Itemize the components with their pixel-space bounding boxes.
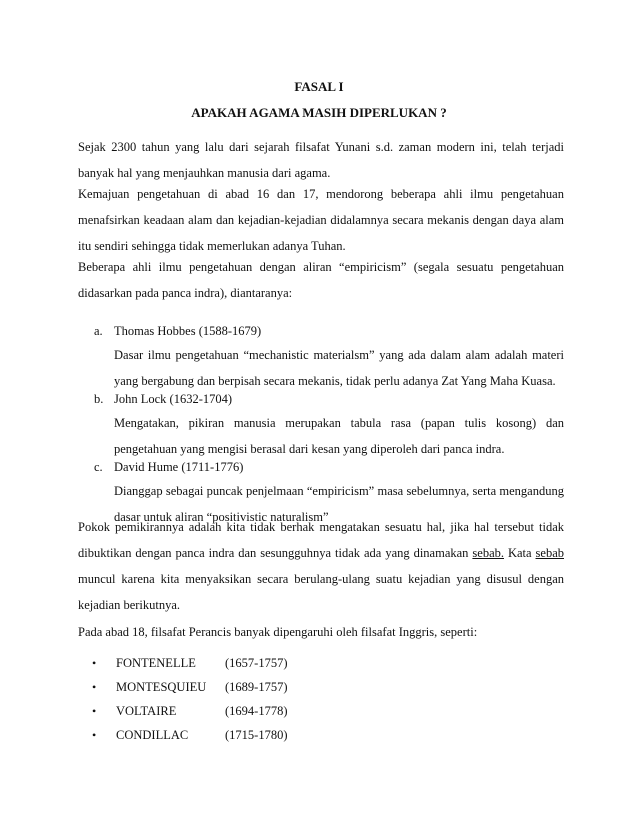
bullet-name: MONTESQUIEU [116, 680, 207, 694]
bullet-icon: • [92, 704, 97, 718]
chapter-title: FASAL I [294, 79, 344, 94]
list-item-title-c: David Hume (1711-1776) [114, 460, 244, 474]
bullet-years: (1689-1757) [225, 680, 288, 694]
paragraph-2: Kemajuan pengetahuan di abad 16 dan 17, mendorong beberapa ahli ilmu pengetahuan menafsirkan keadaan alam dan kejadian-kejadian didalamnya secara mekanis dengan daya alam itu sendiri sehingga tidak memerlukan adanya Tuhan. [78, 187, 564, 253]
paragraph-3: Beberapa ahli ilmu pengetahuan dengan aliran “empiricism” (segala sesuatu pengetahuan didasarkan pada panca indra), diantaranya: [78, 260, 564, 300]
list-item-body-a: Dasar ilmu pengetahuan “mechanistic materialsm” yang ada dalam alam adalah materi yang bergabung dan berpisah secara mekanis, tidak perlu adanya Zat Yang Maha Kuasa. [114, 348, 564, 388]
bullet-icon: • [92, 680, 97, 694]
bullet-years: (1715-1780) [225, 728, 288, 742]
bullet-name: CONDILLAC [116, 728, 189, 742]
paragraph-4-text-start: Pokok pemikirannya adalah kita tidak berhak mengatakan sesuatu hal, jika hal tersebut tidak dibuktikan dengan panca indra dan sesungguhnya tidak ada yang dinamakan [78, 520, 564, 560]
list-item-body-b: Mengatakan, pikiran manusia merupakan tabula rasa (papan tulis kosong) dan pengetahuan yang mengisi berasal dari kesan yang diperoleh dari panca indra. [114, 416, 564, 456]
list-item-title-b: John Lock (1632-1704) [114, 392, 233, 406]
bullet-name: FONTENELLE [116, 656, 196, 670]
paragraph-4-text-end: muncul karena kita menyaksikan secara berulang-ulang suatu kejadian yang disusul dengan kejadian berikutnya. [78, 572, 564, 612]
list-item-body-c: Dianggap sebagai puncak penjelmaan “empiricism” masa sebelumnya, serta mengandung dasar untuk aliran “positivistic naturalism” [114, 484, 564, 524]
underlined-word-sebab-1: sebab. [472, 546, 504, 560]
paragraph-4-text-mid: Kata [504, 546, 536, 560]
paragraph-5: Pada abad 18, filsafat Perancis banyak dipengaruhi oleh filsafat Inggris, seperti: [78, 625, 478, 639]
paragraph-4 [78, 514, 564, 618]
list-marker-a: a. [94, 324, 103, 338]
paragraph-1: Sejak 2300 tahun yang lalu dari sejarah filsafat Yunani s.d. zaman modern ini, telah terjadi banyak hal yang menjauhkan manusia dari agama. [78, 140, 564, 180]
bullet-name: VOLTAIRE [116, 704, 177, 718]
chapter-heading: APAKAH AGAMA MASIH DIPERLUKAN ? [191, 105, 447, 120]
list-marker-c: c. [94, 460, 103, 474]
bullet-icon: • [92, 728, 97, 742]
list-item-title-a: Thomas Hobbes (1588-1679) [114, 324, 262, 338]
bullet-years: (1694-1778) [225, 704, 288, 718]
underlined-word-sebab-2: sebab [535, 546, 564, 560]
bullet-icon: • [92, 656, 97, 670]
list-marker-b: b. [94, 392, 104, 406]
bullet-years: (1657-1757) [225, 656, 288, 670]
